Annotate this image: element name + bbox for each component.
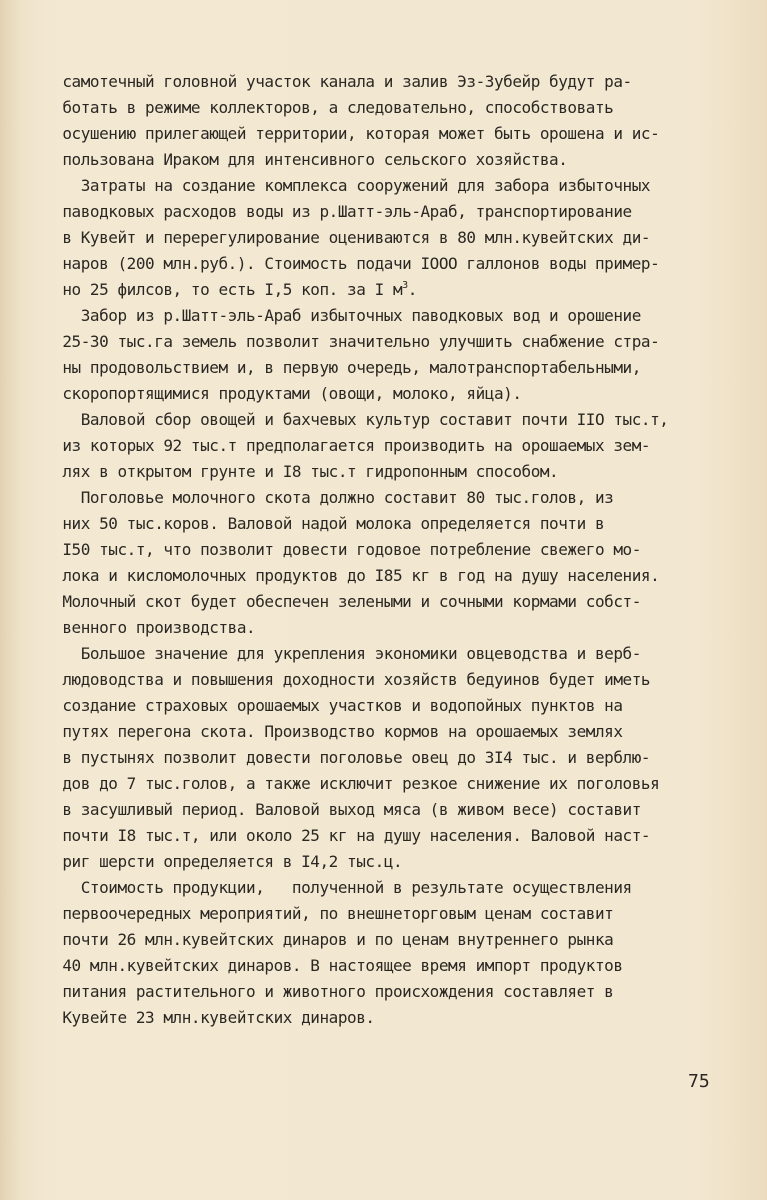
text-line: самотечный головной участок канала и залив Эз-Зубейр будут ра-	[44, 72, 632, 91]
text-line: риг шерсти определяется в I4,2 тыс.ц.	[44, 852, 403, 871]
text-line-part: .	[407, 280, 417, 299]
text-line: почти 26 млн.кувейтских динаров и по ценам внутреннего рынка	[44, 930, 614, 949]
text-line: Большое значение для укрепления экономики овцеводства и верб-	[44, 644, 641, 663]
text-line: Забор из р.Шатт-эль-Араб избыточных паводковых вод и орошение	[44, 306, 641, 325]
text-line: в пустынях позволит довести поголовье овец до 3I4 тыс. и верблю-	[44, 748, 651, 767]
text-line: ны продовольствием и, в первую очередь, малотранспортабельными,	[44, 358, 641, 377]
text-line: 40 млн.кувейтских динаров. В настоящее время импорт продуктов	[44, 956, 623, 975]
text-line: 25-30 тыс.га земель позволит значительно улучшить снабжение стра-	[44, 332, 660, 351]
text-line: венного производства.	[44, 618, 256, 637]
text-line: пользована Ираком для интенсивного сельского хозяйства.	[44, 150, 568, 169]
text-line: Затраты на создание комплекса сооружений для забора избыточных	[44, 176, 651, 195]
text-line: лях в открытом грунте и I8 тыс.т гидропонным способом.	[44, 462, 559, 481]
text-line-part: но 25 филсов, то есть I,5 коп. за I м	[44, 280, 403, 299]
body-text	[44, 69, 734, 1031]
text-line: наров (200 млн.руб.). Стоимость подачи IOOO галлонов воды пример-	[44, 254, 660, 273]
text-line: из которых 92 тыс.т предполагается производить на орошаемых зем-	[44, 436, 651, 455]
text-line: создание страховых орошаемых участков и водопойных пунктов на	[44, 696, 623, 715]
text-line: первоочередных мероприятий, по внешнеторговым ценам составит	[44, 904, 614, 923]
text-line	[44, 277, 734, 303]
text-line: лока и кисломолочных продуктов до I85 кг в год на душу населения.	[44, 566, 660, 585]
text-line: ботать в режиме коллекторов, а следовательно, способствовать	[44, 98, 614, 117]
text-line: Молочный скот будет обеспечен зелеными и сочными кормами собст-	[44, 592, 641, 611]
text-line: Кувейте 23 млн.кувейтских динаров.	[44, 1008, 375, 1027]
text-line: Стоимость продукции, полученной в результате осуществления	[44, 878, 632, 897]
text-line: I50 тыс.т, что позволит довести годовое потребление свежего мо-	[44, 540, 641, 559]
text-line: Поголовье молочного скота должно составит 80 тыс.голов, из	[44, 488, 614, 507]
superscript: 3	[402, 280, 408, 291]
text-line: дов до 7 тыс.голов, а также исключит резкое снижение их поголовья	[44, 774, 660, 793]
text-line: питания растительного и животного происхождения составляет в	[44, 982, 614, 1001]
text-line: почти I8 тыс.т, или около 25 кг на душу населения. Валовой наст-	[44, 826, 651, 845]
text-line: Валовой сбор овощей и бахчевых культур составит почти IIO тыс.т,	[44, 410, 669, 429]
text-line: них 50 тыс.коров. Валовой надой молока определяется почти в	[44, 514, 605, 533]
text-line: паводковых расходов воды из р.Шатт-эль-Араб, транспортирование	[44, 202, 632, 221]
text-line: осушению прилегающей территории, которая может быть орошена и ис-	[44, 124, 660, 143]
text-line: в засушливый период. Валовой выход мяса (в живом весе) составит	[44, 800, 641, 819]
page-number: 75	[688, 1071, 710, 1092]
text-line: в Кувейт и перерегулирование оцениваются в 80 млн.кувейтских ди-	[44, 228, 651, 247]
text-line: людоводства и повышения доходности хозяйств бедуинов будет иметь	[44, 670, 651, 689]
text-line: путях перегона скота. Производство кормов на орошаемых землях	[44, 722, 623, 741]
text-line: скоропортящимися продуктами (овощи, молоко, яйца).	[44, 384, 522, 403]
